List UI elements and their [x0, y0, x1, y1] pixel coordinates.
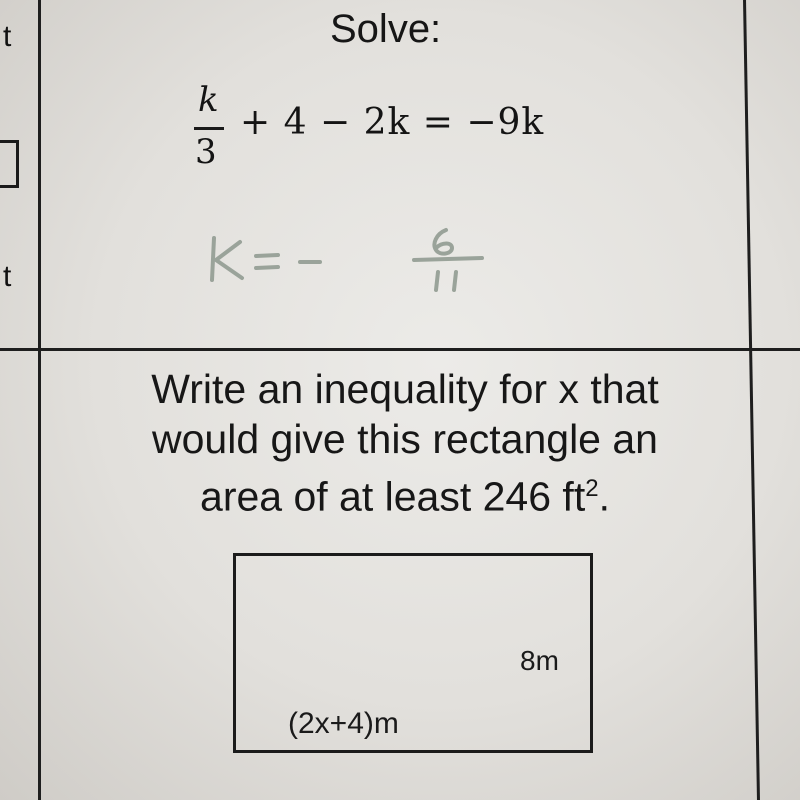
edge-box-fragment [0, 140, 19, 188]
prompt-line-3 [60, 464, 750, 522]
prompt-line-1: Write an inequality for x that [151, 366, 659, 412]
prompt-line-2: would give this rectangle an [152, 416, 658, 462]
fraction-numerator: k [198, 80, 219, 120]
edge-text-top: t [3, 20, 12, 53]
left-column-divider [38, 0, 41, 800]
solve-title: Solve: [330, 7, 442, 51]
prompt-period: . [598, 473, 610, 520]
handwritten-answer-drawing [200, 210, 500, 300]
row-divider [0, 348, 800, 351]
fraction-bar [194, 127, 224, 130]
fraction-denominator: 3 [195, 132, 217, 172]
edge-text-bottom: t [3, 260, 12, 293]
equation [190, 80, 630, 190]
prompt-line-3-text: area of at least 246 ft [200, 473, 586, 520]
equation-remainder: + 4 − 2k = −9k [240, 102, 545, 143]
handwritten-answer [200, 210, 500, 300]
rectangle-width-label: (2x+4)m [288, 707, 399, 740]
prompt-superscript: 2 [585, 475, 599, 502]
rectangle-height-label: 8m [520, 645, 559, 676]
inequality-prompt [60, 364, 750, 522]
